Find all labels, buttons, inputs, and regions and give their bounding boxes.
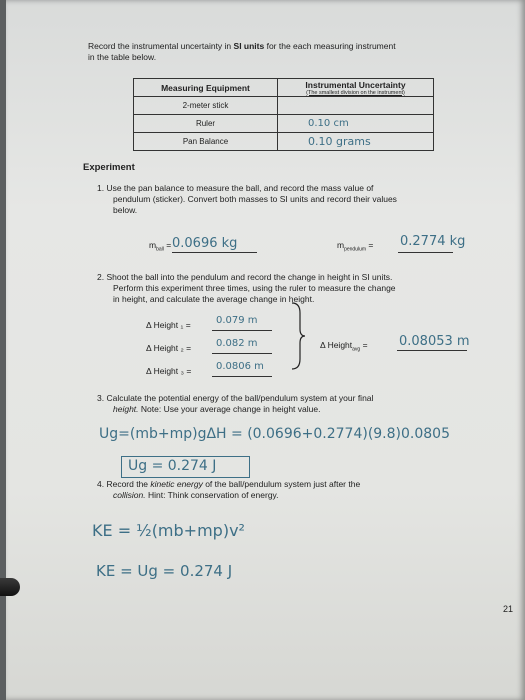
step4-line-2: collision. Hint: Think conservation of energy.	[113, 490, 279, 500]
step2-line-2: Perform this experiment three times, using the ruler to measure the change	[113, 283, 396, 293]
m-pendulum-label: $m_{pendulum}$ =	[337, 240, 374, 253]
binder-ring	[0, 578, 20, 596]
height-1-label: Δ Height ₁ =	[146, 320, 191, 330]
m-ball-label: $m_{ball}$ =	[149, 240, 172, 253]
step1-line-1: 1. Use the pan balance to measure the ball, and record the mass value of	[97, 183, 374, 193]
ke-equation: KE = ½(mb+mp)v²	[92, 521, 245, 540]
m-ball-value: 0.0696 kg	[172, 236, 238, 251]
height-2-label: Δ Height ₂ =	[146, 343, 192, 353]
table-header-uncertainty: Instrumental Uncertainty (The smallest division on the instrument)	[278, 79, 434, 97]
step2-line-1: 2. Shoot the ball into the pendulum and record the change in height in SI units.	[97, 272, 393, 282]
intro-line-2: in the table below.	[88, 52, 157, 62]
step3-line-1: 3. Calculate the potential energy of the ball/pendulum system at your final	[97, 393, 374, 403]
brace-icon	[290, 301, 306, 371]
balance-uncertainty-value: 0.10 grams	[308, 135, 371, 148]
table-row: Ruler 0.10 cm	[134, 115, 434, 133]
uncertainty-table	[133, 78, 434, 151]
height-avg-value: 0.08053 m	[399, 334, 470, 349]
height-2-value: 0.082 m	[216, 338, 258, 349]
m-pendulum-underline	[398, 252, 453, 253]
ke-result: KE = Ug = 0.274 J	[96, 562, 233, 580]
step3-line-2: height. Note: Use your average change in height value.	[113, 404, 321, 414]
height-1-underline	[212, 330, 272, 331]
ug-result: Ug = 0.274 J	[128, 458, 217, 474]
experiment-heading: Experiment	[83, 162, 135, 173]
table-row: Pan Balance 0.10 grams	[134, 133, 434, 151]
step1-line-3: below.	[113, 205, 138, 215]
height-avg-label: Δ Height$_{avg}$ =	[320, 340, 368, 353]
height-2-underline	[212, 353, 272, 354]
height-avg-underline	[397, 350, 467, 351]
height-3-underline	[212, 376, 272, 377]
ug-equation: Ug=(mb+mp)gΔH = (0.0696+0.2774)(9.8)0.0805	[99, 426, 450, 442]
height-3-value: 0.0806 m	[216, 361, 264, 372]
step4-line-1: 4. Record the kinetic energy of the ball/pendulum system just after the	[97, 479, 361, 489]
m-pendulum-value: 0.2774 kg	[400, 234, 466, 249]
step1-line-2: pendulum (sticker). Convert both masses to SI units and record their values	[113, 194, 397, 204]
page-number: 21	[502, 604, 513, 614]
step2-line-3: in height, and calculate the average change in height.	[113, 294, 315, 304]
intro-line-1: Record the instrumental uncertainty in SI units for the each measuring instrument	[88, 41, 396, 51]
table-header-equipment: Measuring Equipment	[134, 79, 278, 97]
height-3-label: Δ Height ₃ =	[146, 366, 192, 376]
height-1-value: 0.079 m	[216, 315, 258, 326]
table-row: 2-meter stick	[134, 97, 434, 115]
m-ball-underline	[172, 252, 257, 253]
ruler-uncertainty-value: 0.10 cm	[308, 118, 349, 129]
